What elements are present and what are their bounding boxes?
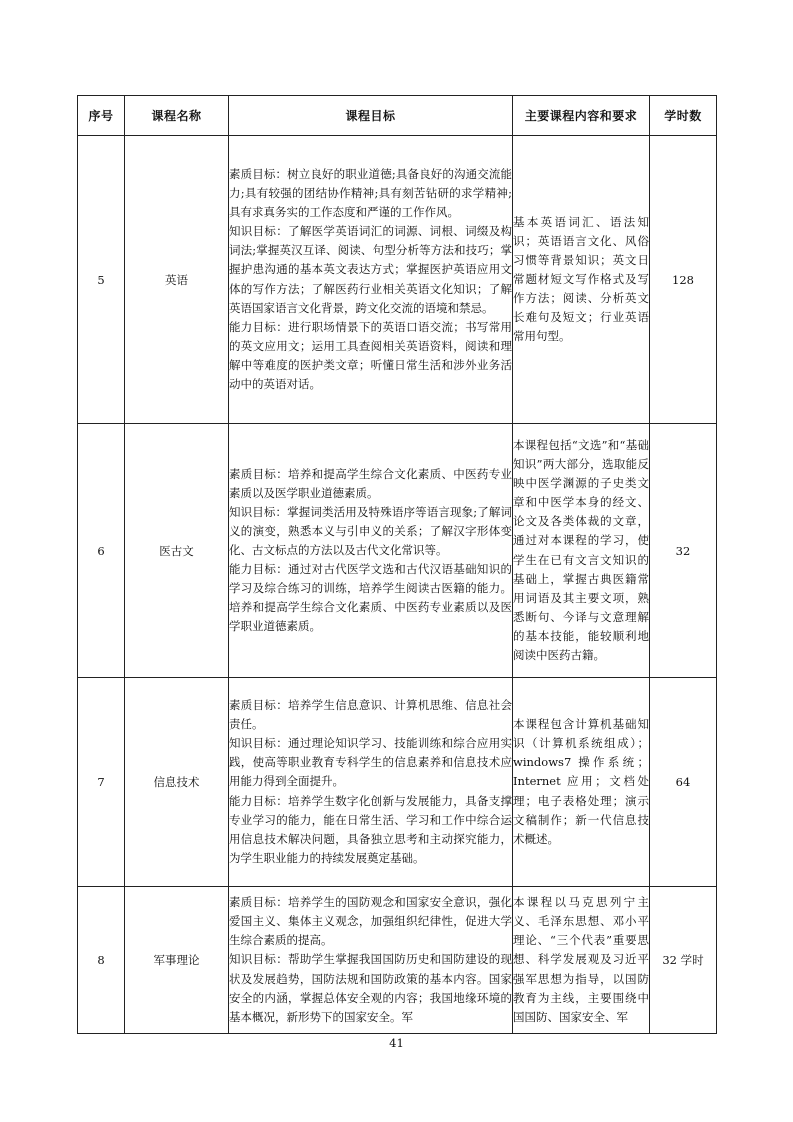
header-num: 序号 bbox=[78, 96, 125, 136]
course-hours: 128 bbox=[650, 136, 717, 424]
table-row bbox=[78, 678, 717, 887]
header-name: 课程名称 bbox=[125, 96, 229, 136]
table-row bbox=[78, 887, 717, 1034]
page-number: 41 bbox=[389, 1036, 404, 1050]
course-hours: 32 bbox=[650, 424, 717, 678]
course-goal-text bbox=[229, 165, 512, 394]
header-content: 主要课程内容和要求 bbox=[513, 96, 650, 136]
course-goal bbox=[229, 424, 513, 678]
cell-paragraph: 知识目标：帮助学生掌握我国国防历史和国防建设的现状及发展趋势，国防法规和国防政策的基本内容。国家安全的内涵，掌握总体安全观的内容；我国地缘环境的基本概况，新形势下的国家安全。军 bbox=[229, 952, 512, 1024]
course-goal-text bbox=[229, 465, 512, 637]
course-content-text bbox=[513, 213, 649, 347]
cell-paragraph: 能力目标：进行职场情景下的英语口语交流；书写常用的英文应用文；运用工具查阅相关英语资料，阅读和理解中等难度的医护类文章；听懂日常生活和涉外业务活动中的英语对话。 bbox=[229, 319, 512, 391]
table-row bbox=[78, 136, 717, 424]
course-goal bbox=[229, 678, 513, 887]
course-goal bbox=[229, 887, 513, 1034]
cell-paragraph: 素质目标：培养学生信息意识、计算机思维、信息社会责任。 bbox=[229, 698, 512, 732]
course-content-text bbox=[513, 893, 649, 1027]
course-content-text bbox=[513, 436, 649, 665]
course-goal bbox=[229, 136, 513, 424]
row-num: 8 bbox=[78, 887, 125, 1034]
cell-paragraph: 本课程包含计算机基础知识（计算机系统组成）；windows7 操作系统；Internet 应用；文档处理；电子表格处理；演示文稿制作；新一代信息技术概述。 bbox=[513, 717, 649, 846]
course-content bbox=[513, 887, 650, 1034]
curriculum-table bbox=[77, 95, 717, 1034]
course-name: 军事理论 bbox=[125, 887, 229, 1034]
course-content bbox=[513, 424, 650, 678]
course-name: 医古文 bbox=[125, 424, 229, 678]
cell-paragraph: 基本英语词汇、语法知识；英语语言文化、风俗习惯等背景知识；英文日常题材短文写作格式及写作方法；阅读、分析英文长难句及短文；行业英语常用句型。 bbox=[513, 214, 649, 344]
header-row bbox=[78, 96, 717, 136]
course-goal-text bbox=[229, 696, 512, 868]
course-hours: 32 学时 bbox=[650, 887, 717, 1034]
cell-paragraph: 能力目标：培养学生数字化创新与发展能力，具备支撑专业学习的能力，能在日常生活、学习和工作中综合运用信息技术解决问题，具备独立思考和主动探究能力，为学生职业能力的持续发展奠定基础。 bbox=[229, 793, 512, 865]
table-row bbox=[78, 424, 717, 678]
cell-paragraph: 知识目标：掌握词类活用及特殊语序等语言现象;了解词义的演变，熟悉本义与引申义的关系；了解汉字形体变化、古文标点的方法以及古代文化常识等。 bbox=[229, 504, 512, 557]
row-num: 6 bbox=[78, 424, 125, 678]
course-content bbox=[513, 678, 650, 887]
course-goal-text bbox=[229, 893, 512, 1027]
course-name: 信息技术 bbox=[125, 678, 229, 887]
cell-paragraph: 知识目标：通过理论知识学习、技能训练和综合应用实践，使高等职业教育专科学生的信息素养和信息技术应用能力得到全面提升。 bbox=[229, 736, 512, 789]
header-goal: 课程目标 bbox=[229, 96, 513, 136]
course-name: 英语 bbox=[125, 136, 229, 424]
course-content-text bbox=[513, 715, 649, 849]
cell-paragraph: 知识目标：了解医学英语词汇的词源、词根、词缀及构词法;掌握英汉互译、阅读、句型分析等方法和技巧；掌握护患沟通的基本英文表达方式；掌握医护英语应用文体的写作方法；了解医药行业相关英语文化知识；了解英语国家语言文化背景，跨文化交流的语境和禁忌。 bbox=[229, 224, 512, 315]
row-num: 7 bbox=[78, 678, 125, 887]
cell-paragraph: 本课程以马克思列宁主义、毛泽东思想、邓小平理论、“三个代表”重要思想、科学发展观及习近平强军思想为指导，以国防教育为主线，主要围绕中国国防、国家安全、军 bbox=[513, 895, 649, 1024]
cell-paragraph: 素质目标：培养学生的国防观念和国家安全意识，强化爱国主义、集体主义观念，加强组织纪律性，促进大学生综合素质的提高。 bbox=[229, 895, 512, 948]
cell-paragraph: 能力目标：通过对古代医学文选和古代汉语基础知识的学习及综合练习的训练，培养学生阅读古医籍的能力。培养和提高学生综合文化素质、中医药专业素质以及医学职业道德素质。 bbox=[229, 562, 512, 634]
header-hours: 学时数 bbox=[650, 96, 717, 136]
cell-paragraph: 素质目标：树立良好的职业道德;具备良好的沟通交流能力;具有较强的团结协作精神;具有刻苦钻研的求学精神;具有求真务实的工作态度和严谨的工作作风。 bbox=[229, 166, 512, 220]
course-content bbox=[513, 136, 650, 424]
row-num: 5 bbox=[78, 136, 125, 424]
cell-paragraph: 本课程包括“文选”和“基础知识”两大部分，选取能反映中医学渊源的子史类文章和中医学本身的经文、论文及各类体裁的文章，通过对本课程的学习，使学生在已有文言文知识的基础上，掌握古典医籍常用词语及其主要文项，熟悉断句、今译与文意理解的基本技能，能较顺利地阅读中医药古籍。 bbox=[513, 437, 649, 662]
course-hours: 64 bbox=[650, 678, 717, 887]
cell-paragraph: 素质目标：培养和提高学生综合文化素质、中医药专业素质以及医学职业道德素质。 bbox=[229, 466, 512, 500]
